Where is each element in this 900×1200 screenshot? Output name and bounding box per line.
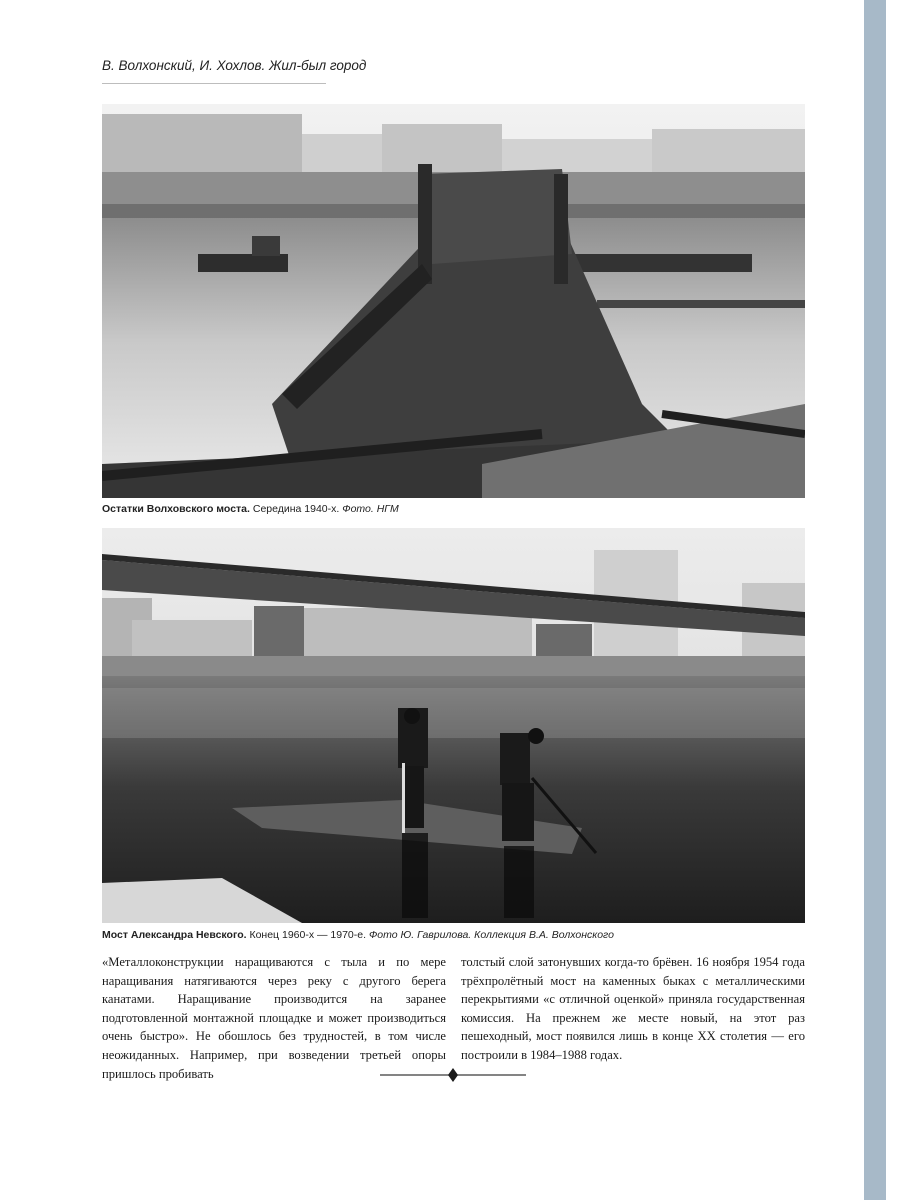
caption-date: Середина 1940-х.	[249, 503, 343, 515]
photo-caption	[102, 503, 805, 515]
caption-credit: Фото. НГМ	[342, 503, 399, 515]
photo-alexander-nevsky-bridge-image	[102, 528, 805, 923]
page-edge-strip	[864, 0, 886, 1200]
caption-title: Остатки Волховского моста.	[102, 503, 250, 515]
diamond-divider-icon	[380, 1068, 526, 1082]
caption-title: Мост Александра Невского.	[102, 929, 247, 941]
photo-caption	[102, 929, 805, 941]
photo-volkhov-bridge-ruins	[102, 104, 805, 498]
photo-alexander-nevsky-bridge	[102, 528, 805, 923]
photo-volkhov-bridge-ruins-image	[102, 104, 805, 498]
body-text-left-column: «Металлоконструкции наращиваются с тыла и по мере наращивания натягиваются через реку с другого берега канатами. Наращивание производится на заранее подготовленной монтажной площадке и может производиться очень быстро». Не обошлось без трудностей, в том числе неожиданных. Например, при возведении третьей опоры пришлось пробивать	[102, 955, 446, 1081]
running-head: В. Волхонский, И. Хохлов. Жил-был город	[102, 58, 326, 84]
caption-credit: Фото Ю. Гаврилова. Коллекция В.А. Волхонского	[368, 929, 614, 941]
body-text-right-column: толстый слой затонувших когда-то брёвен. 16 ноября 1954 года трёхпролётный мост на каменных быках с металлическими перекрытиями «с отличной оценкой» приняла государственная комиссия. На прежнем же месте новый, на этот раз пешеходный, мост появился лишь в конце XX столетия — его построили в 1984–1988 годах.	[461, 955, 805, 1062]
caption-date: Конец 1960-х — 1970-е.	[246, 929, 369, 941]
